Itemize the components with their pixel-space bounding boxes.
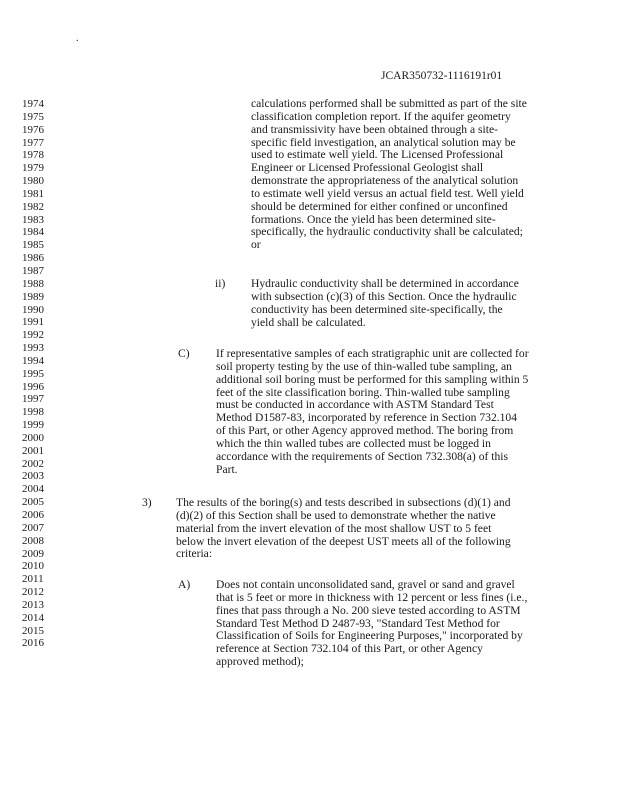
line-number: 1988 bbox=[22, 277, 44, 290]
line-number: 1987 bbox=[22, 264, 44, 277]
paragraph-a-marker: A) bbox=[178, 578, 191, 591]
line-number: 2001 bbox=[22, 444, 44, 457]
line-number: 1994 bbox=[22, 354, 44, 367]
line-number: 1990 bbox=[22, 303, 44, 316]
text-line: with subsection (c)(3) of this Section. Once the hydraulic bbox=[251, 289, 517, 303]
line-number: 2011 bbox=[22, 573, 44, 586]
text-line: demonstrate the appropriateness of the analytical solution bbox=[251, 174, 519, 188]
text-line: which the thin walled tubes are collected must be logged in bbox=[216, 436, 491, 450]
text-line: and transmissivity have been obtained through a site- bbox=[251, 122, 498, 136]
line-number: 1979 bbox=[22, 162, 44, 175]
scan-speck: . bbox=[76, 33, 79, 44]
paragraph-ii bbox=[251, 278, 519, 329]
text-line: material from the invert elevation of the most shallow UST to 5 feet bbox=[176, 521, 492, 535]
line-number: 1980 bbox=[22, 175, 44, 188]
text-line: If representative samples of each stratigraphic unit are collected for bbox=[216, 347, 529, 360]
line-number: 1976 bbox=[22, 123, 44, 136]
text-line: accordance with the requirements of Section 732.308(a) of this bbox=[216, 449, 509, 463]
line-number: 1995 bbox=[22, 367, 44, 380]
text-line: conductivity has been determined site-specifically, the bbox=[251, 302, 503, 316]
paragraph-3 bbox=[176, 497, 511, 561]
text-line: should be determined for either confined or unconfined bbox=[251, 199, 508, 213]
line-number: 1985 bbox=[22, 239, 44, 252]
text-line: to estimate well yield versus an actual field test. Well yield bbox=[251, 186, 524, 200]
line-number: 1991 bbox=[22, 316, 44, 329]
text-line: or bbox=[251, 238, 261, 252]
text-line: Method D1587-83, incorporated by reference in Section 732.104 bbox=[216, 411, 518, 425]
text-line: calculations performed shall be submitted as part of the site bbox=[251, 97, 527, 110]
text-line: below the invert elevation of the deepest UST meets all of the following bbox=[176, 534, 511, 548]
text-line: specifically, the hydraulic conductivity shall be calculated; bbox=[251, 225, 523, 239]
line-number: 1974 bbox=[22, 98, 44, 110]
line-number: 2006 bbox=[22, 509, 44, 521]
line-number: 1998 bbox=[22, 406, 44, 419]
text-line: fines that pass through a No. 200 sieve tested according to ASTM bbox=[216, 603, 521, 617]
line-number: 1982 bbox=[22, 200, 44, 213]
line-number: 2007 bbox=[22, 521, 44, 534]
paragraph-calculations bbox=[251, 98, 527, 252]
text-line: feet of the site classification boring. Thin-walled tube sampling bbox=[216, 385, 510, 399]
paragraph-3-marker: 3) bbox=[142, 496, 152, 509]
line-number: 2012 bbox=[22, 586, 44, 599]
text-line: Engineer or Licensed Professional Geologist shall bbox=[251, 161, 484, 175]
text-line: formations. Once the yield has been determined site- bbox=[251, 212, 496, 226]
line-number: 1997 bbox=[22, 393, 44, 406]
text-line: must be conducted in accordance with ASTM Standard Test bbox=[216, 398, 494, 412]
paragraph-a bbox=[216, 579, 527, 669]
text-line: that is 5 feet or more in thickness with 12 percent or less fines (i.e., bbox=[216, 590, 528, 604]
text-line: Part. bbox=[216, 462, 238, 476]
text-line: yield shall be calculated. bbox=[251, 315, 366, 329]
line-number: 2005 bbox=[22, 496, 44, 509]
line-number: 1992 bbox=[22, 329, 44, 342]
text-line: criteria: bbox=[176, 547, 213, 561]
line-number: 2008 bbox=[22, 534, 44, 547]
paragraph-c-marker: C) bbox=[178, 347, 190, 360]
text-line: used to estimate well yield. The Licensed Professional bbox=[251, 148, 504, 162]
line-number: 1984 bbox=[22, 226, 44, 239]
text-line: approved method); bbox=[216, 655, 304, 669]
line-number: 1975 bbox=[22, 110, 44, 123]
line-number: 1986 bbox=[22, 252, 44, 265]
text-line: (d)(2) of this Section shall be used to demonstrate whether the native bbox=[176, 508, 496, 522]
text-line: Does not contain unconsolidated sand, gravel or sand and gravel bbox=[216, 578, 515, 591]
line-number: 2010 bbox=[22, 560, 44, 573]
text-line: Standard Test Method D 2487-93, "Standard Test Method for bbox=[216, 616, 500, 630]
line-number: 2014 bbox=[22, 611, 44, 624]
text-line: specific field investigation, an analytical solution may be bbox=[251, 135, 516, 149]
line-number: 2002 bbox=[22, 457, 44, 470]
line-number: 1983 bbox=[22, 213, 44, 226]
text-line: additional soil boring must be performed for this sampling within 5 bbox=[216, 372, 529, 386]
line-number: 1999 bbox=[22, 419, 44, 432]
line-number: 2015 bbox=[22, 624, 44, 637]
line-number: 1977 bbox=[22, 136, 44, 149]
line-number: 2016 bbox=[22, 637, 44, 650]
line-number: 1978 bbox=[22, 149, 44, 162]
line-number-column bbox=[22, 98, 44, 650]
line-number: 2003 bbox=[22, 470, 44, 483]
line-number: 1989 bbox=[22, 290, 44, 303]
text-line: classification completion report. If the aquifer geometry bbox=[251, 109, 511, 123]
document-id-header: JCAR350732-1116191r01 bbox=[381, 70, 503, 82]
text-line: of this Part, or other Agency approved method. The boring from bbox=[216, 424, 514, 438]
line-number: 2004 bbox=[22, 483, 44, 496]
text-line: Hydraulic conductivity shall be determined in accordance bbox=[251, 277, 519, 290]
line-number: 1981 bbox=[22, 187, 44, 200]
text-line: soil property testing by the use of thin-walled tube sampling, an bbox=[216, 359, 512, 373]
text-line: The results of the boring(s) and tests described in subsections (d)(1) and bbox=[176, 496, 511, 509]
text-line: reference at Section 732.104 of this Part, or other Agency bbox=[216, 642, 483, 656]
line-number: 1996 bbox=[22, 380, 44, 393]
paragraph-ii-marker: ii) bbox=[215, 277, 226, 290]
line-number: 2000 bbox=[22, 431, 44, 444]
line-number: 2013 bbox=[22, 598, 44, 611]
line-number: 1993 bbox=[22, 342, 44, 355]
line-number: 2009 bbox=[22, 547, 44, 560]
paragraph-c bbox=[216, 348, 529, 476]
text-line: Classification of Soils for Engineering Purposes," incorporated by bbox=[216, 629, 523, 643]
